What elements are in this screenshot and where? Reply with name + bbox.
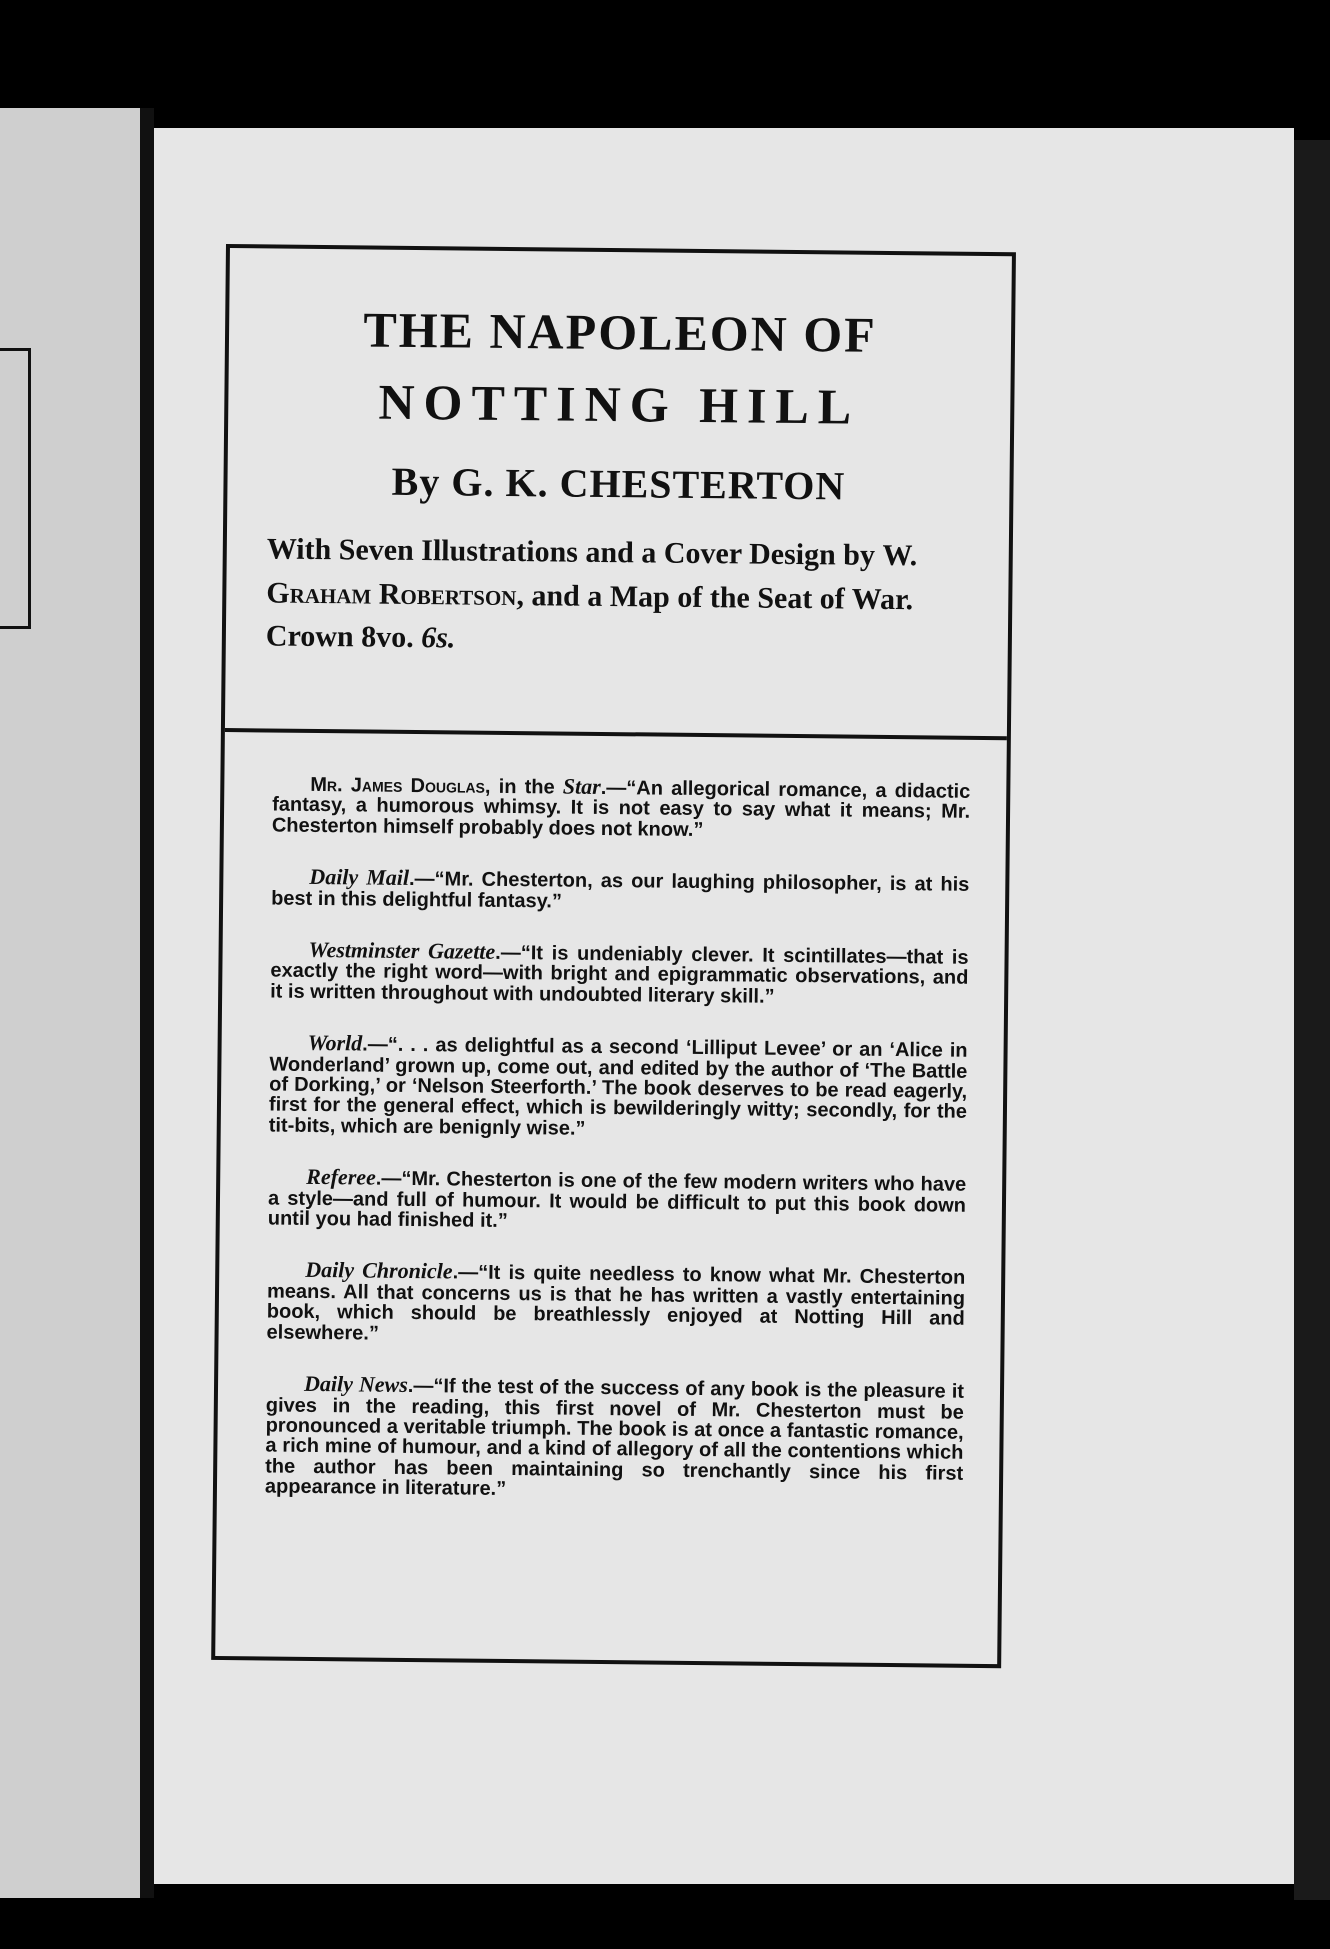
details-text: With Seven Illustrations and a Cover Design by (266, 532, 883, 572)
review-source: Daily News (303, 1370, 408, 1398)
review-critic: Mr. James Douglas (310, 773, 486, 798)
review-source: Referee (306, 1164, 376, 1190)
press-reviews (217, 732, 1007, 1505)
edition-details (266, 527, 969, 665)
review-source: Daily Mail (309, 864, 410, 891)
review-text: .—“. . . as delightful as a second ‘Lilliput Levee’ or an ‘Alice in Wonderland’ grown up, come out, and edited by the author of ‘The Battle of Dorking,’ or ‘Nelson Steerforth.’ The book deserves to be read eagerly, first for the general effect, which is bewilderingly witty; secondly, for the tit-bits, which are benignly wise.” (268, 1033, 968, 1140)
book-title-line-2: NOTTING HILL (378, 373, 861, 435)
review-star (272, 773, 971, 844)
advertisement-header (225, 248, 1012, 740)
page-right-edge (1294, 140, 1330, 1900)
book-title-line-1: THE NAPOLEON OF (363, 301, 878, 363)
review-daily-chronicle (266, 1259, 965, 1350)
author-byline: By G. K. CHESTERTON (391, 458, 846, 509)
review-westminster-gazette (270, 936, 969, 1010)
review-source: Daily Chronicle (305, 1257, 453, 1284)
advertisement-box (211, 244, 1016, 1668)
review-referee (268, 1166, 967, 1237)
details-text-2: , and a Map of the Seat of War. Crown 8vo. (265, 578, 914, 655)
review-daily-news (264, 1370, 965, 1505)
review-daily-mail (271, 866, 969, 916)
review-source: Star (562, 773, 601, 799)
adjacent-page-edge (0, 108, 140, 1898)
review-text: .—“Mr. Chesterton, as our laughing philosopher, is at his best in this delightful fantasy.” (271, 868, 970, 913)
review-source: World (307, 1030, 363, 1056)
review-text: .—“Mr. Chesterton is one of the few modern writers who have a style—and full of humour. It would be difficult to put this book down until you had finished it.” (267, 1167, 967, 1233)
review-text: .—“It is undeniably clever. It scintillates—that is exactly the right word—with bright and epigrammatic observations, and it is written throughout with undoubted literary skill.” (270, 941, 969, 1008)
review-world (269, 1032, 968, 1143)
review-text: .—“If the test of the success of any book is the pleasure it gives in the reading, this first novel of Mr. Chesterton must be pronounced a veritable triumph. The book is at once a fantastic romance, a rich mine of humour, and a kind of allegory of all the contentions which the author has been maintaining so trenchantly since his first appearance in literature.” (264, 1375, 965, 1501)
adjacent-page-frame (0, 348, 31, 629)
book-gutter (140, 108, 154, 1898)
review-source: Westminster Gazette (308, 936, 496, 964)
review-text: .—“An allegorical romance, a didactic fantasy, a humorous whimsy. It is not easy to say what it means; Mr. Chesterton himself probably does not know.” (271, 776, 971, 841)
price: 6s. (421, 621, 456, 655)
review-join: , in the (484, 775, 563, 799)
illustrator-name: W. Graham Robertson (266, 538, 918, 612)
review-text: .—“It is quite needless to know what Mr. Chesterton means. All that concerns us is that he has written a vastly entertaining book, which should be breathlessly enjoyed at Notting Hill and elsewhere.” (266, 1261, 966, 1345)
